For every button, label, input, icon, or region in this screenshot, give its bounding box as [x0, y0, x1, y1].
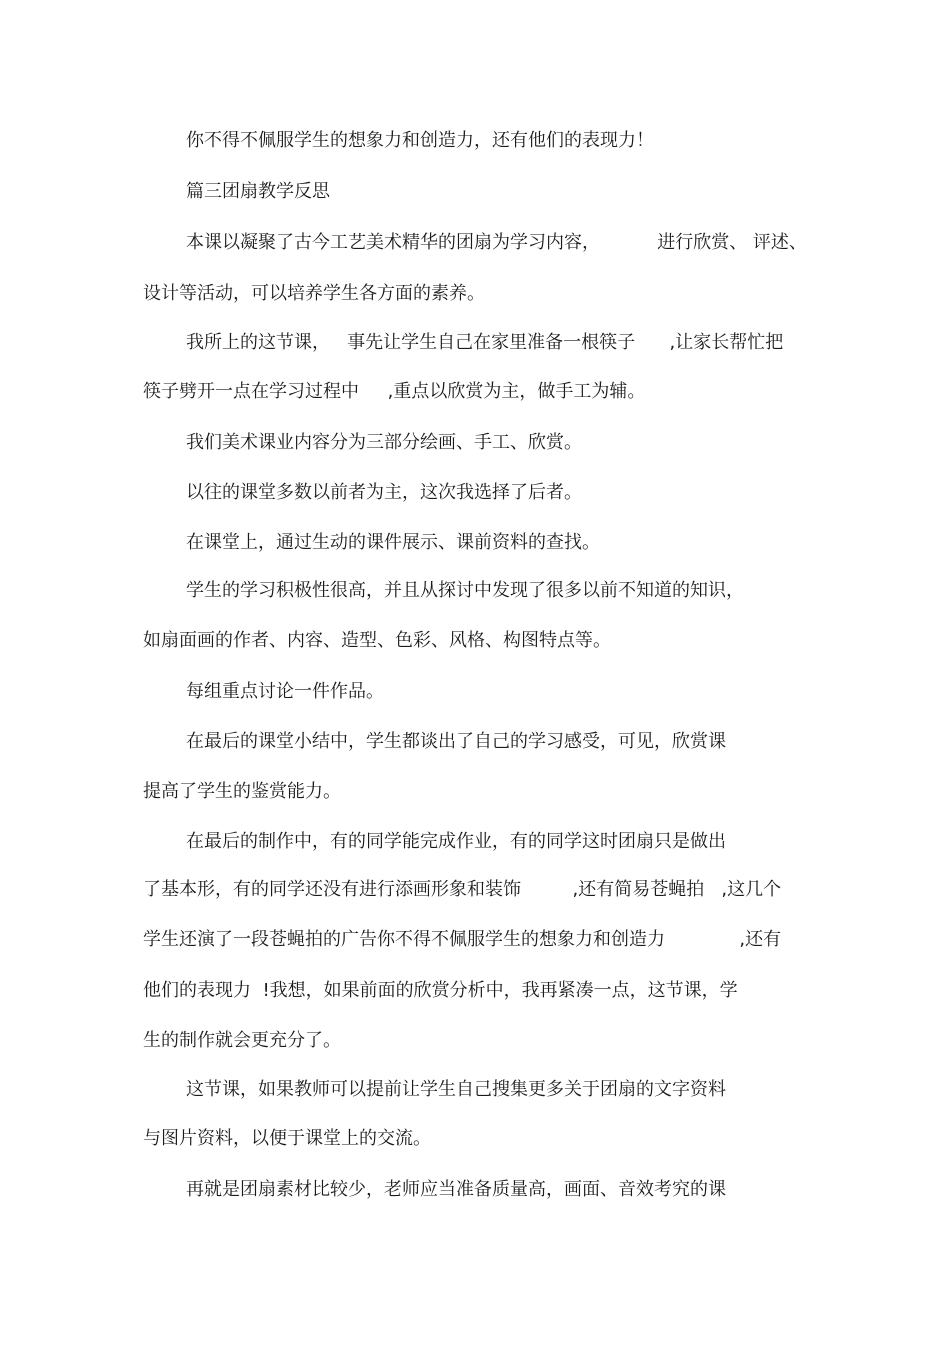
text-line: 你不得不佩服学生的想象力和创造力，还有他们的表现力！ [186, 130, 654, 151]
text-line: 生的制作就会更充分了。 [143, 1030, 341, 1051]
text-line: 每组重点讨论一件作品。 [186, 681, 384, 702]
text-line: 如扇面画的作者、内容、造型、色彩、风格、构图特点等。 [143, 630, 611, 651]
text-line: 这节课，如果教师可以提前让学生自己搜集更多关于团扇的文字资料 [186, 1079, 726, 1100]
text-line: 与图片资料，以便于课堂上的交流。 [143, 1128, 431, 1149]
text-line: 学生还演了一段苍蝇拍的广告你不得不佩服学生的想象力和创造力 ,还有 [143, 929, 782, 950]
text-line: 设计等活动，可以培养学生各方面的素养。 [143, 283, 485, 304]
text-line: 本课以凝聚了古今工艺美术精华的团扇为学习内容， 进行欣赏、 评述、 [186, 232, 807, 253]
text-line: 我们美术课业内容分为三部分绘画、手工、欣赏。 [186, 432, 582, 453]
text-line: 在课堂上，通过生动的课件展示、课前资料的查找。 [186, 532, 600, 553]
text-line: 筷子劈开一点在学习过程中 ,重点以欣赏为主，做手工为辅。 [143, 381, 646, 402]
text-line: 学生的学习积极性很高，并且从探讨中发现了很多以前不知道的知识， [186, 580, 744, 601]
text-line: 我所上的这节课， 事先让学生自己在家里准备一根筷子 ,让家长帮忙把 [186, 332, 784, 353]
text-line: 在最后的课堂小结中，学生都谈出了自己的学习感受，可见，欣赏课 [186, 731, 726, 752]
text-line: 再就是团扇素材比较少，老师应当准备质量高，画面、音效考究的课 [186, 1179, 726, 1200]
text-line: 在最后的制作中，有的同学能完成作业，有的同学这时团扇只是做出 [186, 831, 726, 852]
text-line: 了基本形，有的同学还没有进行添画形象和装饰 ,还有简易苍蝇拍 ,这几个 [143, 879, 782, 900]
section-heading: 篇三团扇教学反思 [186, 181, 330, 202]
text-line: 提高了学生的鉴赏能力。 [143, 781, 341, 802]
text-line: 他们的表现力 !我想，如果前面的欣赏分析中，我再紧凑一点，这节课，学 [143, 980, 738, 1001]
text-line: 以往的课堂多数以前者为主，这次我选择了后者。 [186, 482, 582, 503]
